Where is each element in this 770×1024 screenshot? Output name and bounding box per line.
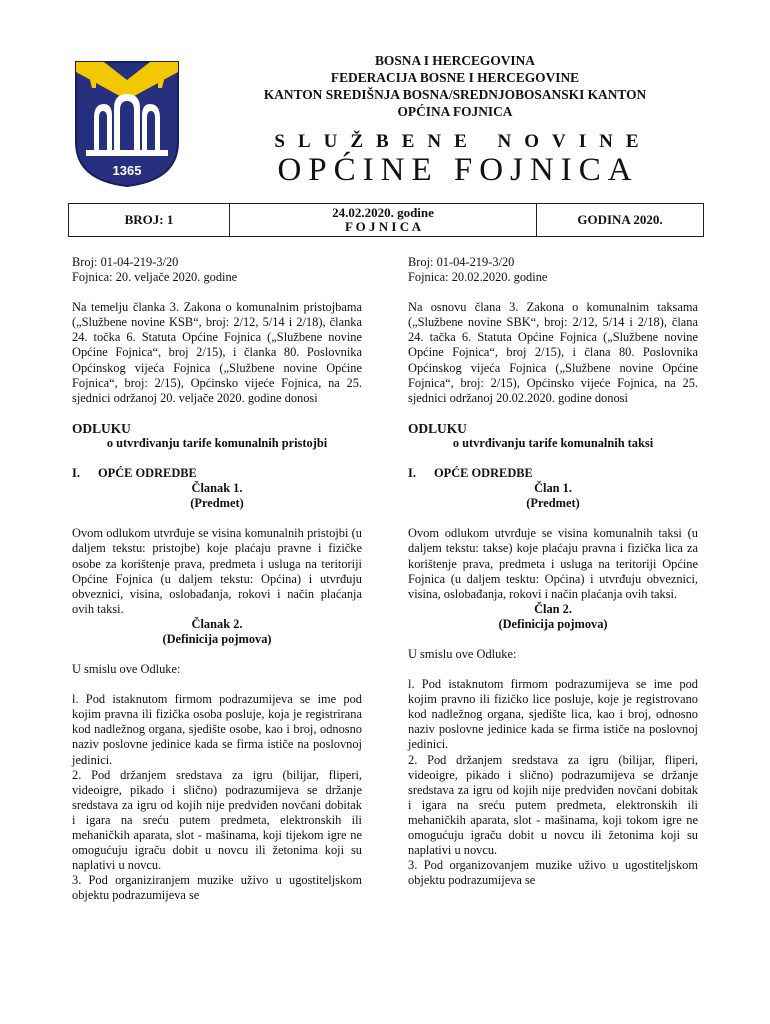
article-1-heading: Članak 1.	[191, 481, 243, 496]
preamble: Na temelju članka 3. Zakona o komunalnim pristojbama („Službene novine KSB“, broj: 2/12, 5/14 i 2/18), članka 24. točka 6. Statuta Općine Fojnica („Službene novine Općine Fojnica“, broj 2/15), i članka 80. Poslovnika Općinskog vijeća Fojnica („Službene novine Općine Fojnica“, broj: 2/15), Općinsko vijeće Fojnica, na 25. sjednici održanoj 20. veljače 2020. godine donosi	[72, 300, 362, 405]
section-title: OPĆE ODREDBE	[98, 466, 197, 481]
municipality-crest-icon	[72, 58, 182, 190]
article-1-subheading: (Predmet)	[526, 496, 580, 511]
gazette-title: OPĆINE FOJNICA	[277, 152, 639, 188]
right-column	[408, 255, 698, 888]
article-1-heading: Član 1.	[534, 481, 572, 496]
left-column	[72, 255, 362, 903]
decision-title: ODLUKU	[408, 420, 467, 436]
header-federation: FEDERACIJA BOSNE I HERCEGOVINE	[330, 70, 580, 85]
article-1-text: Ovom odlukom utvrđuje se visina komunalnih pristojbi (u daljem tekstu: pristojbe) koje plaćaju pravne i fizičke osobe za korištenje prava, predmeta i usluga na teritoriji Općine Fojnica (u daljem tekstu: Općina) i utvrđuju obveznici, visina, oslobađanja, rokovi i način plaćanja ovih taksi.	[72, 526, 362, 616]
issue-year: GODINA 2020.	[537, 204, 704, 237]
section-number: I.	[72, 466, 80, 481]
article-2-heading: Članak 2.	[191, 616, 243, 631]
article-2-intro: U smislu ove Odluke:	[408, 646, 517, 661]
doc-reference-number: Broj: 01-04-219-3/20	[408, 255, 515, 269]
definition-item-3: 3. Pod organizovanjem muzike uživo u ugostiteljskom objektu podrazumijeva se	[408, 858, 698, 888]
section-number: I.	[408, 466, 416, 481]
definition-item-1: l. Pod istaknutom firmom podrazumijeva se ime pod kojim pravna ili fizička osoba posluje, koja je registrirana kod nadležnog organa, sjedište osobe, kao i broj, odnosno naziv poslovne jedinice kada se firma ističe na poslovnoj jedinici.	[72, 692, 362, 767]
header-canton: KANTON SREDIŠNJA BOSNA/SREDNJOBOSANSKI KANTON	[263, 87, 647, 102]
header-municipality: OPĆINA FOJNICA	[397, 104, 513, 119]
definition-item-3: 3. Pod organiziranjem muzike uživo u ugostiteljskom objektu podrazumijeva se	[72, 873, 362, 903]
issue-info-bar	[68, 203, 704, 237]
definition-item-2: 2. Pod držanjem sredstava za igru (bilijar, fliperi, videoigre, pikado i slično) podrazumijeva se držanje sredstava za igru od kojih nije predviđen novčani dobitak i igara na sreću putem predmeta, elektronskih ili mehaničkih aparata, slot - mašinama, koji tokom igre ne omogućuju igraču dobit u novcu ili žetonima koji su naplativi u novcu.	[408, 752, 698, 858]
issue-number: BROJ: 1	[69, 204, 230, 237]
article-1-text: Ovom odlukom utvrđuje se visina komunalnih taksi (u daljem tekstu: takse) koje plaćaju pravna i fizička lica za korištenje prava, predmeta i usluga na teritoriji Općine Fojnica (u daljem tesktu: Općina) i utvrđuju obveznici, visina, oslobađanja, rokovi i način plaćanja ovih taksi.	[408, 526, 698, 601]
doc-reference-number: Broj: 01-04-219-3/20	[72, 255, 179, 269]
section-title: OPĆE ODREDBE	[434, 466, 533, 481]
issue-date: 24.02.2020. godine	[332, 205, 434, 220]
issue-date-place	[230, 204, 537, 237]
article-1-subheading: (Predmet)	[190, 496, 244, 511]
issue-place: F O J N I C A	[344, 219, 422, 234]
doc-reference-date: Fojnica: 20. veljače 2020. godine	[72, 270, 238, 285]
gazette-subtitle: SLUŽBENE NOVINE	[274, 131, 652, 152]
definition-item-1: l. Pod istaknutom firmom podrazumijeva se ime pod kojim pravno ili fizičko lice posluje, koje je registrovano kod nadležnog organa, sjedište lica, kao i broj, odnosno naziv poslovne jedinice kada se firma ističe na poslovnoj jedinici.	[408, 677, 698, 752]
article-2-subheading: (Definicija pojmova)	[498, 616, 608, 631]
decision-title: ODLUKU	[72, 420, 131, 436]
decision-subtitle: o utvrđivanju tarife komunalnih taksi	[452, 435, 654, 450]
definition-item-2: 2. Pod držanjem sredstava za igru (bilijar, fliperi, videoigre, pikado i slično) podrazumijeva se držanje sredstava za igru od kojih nije predviđen novčani dobitak i igara na sreću putem predmeta, elektronskih ili mehaničkih aparata, slot - mašinama, koji tijekom igre ne omogućuju igraču dobit u novcu ili žetonima koji su naplativi u novcu.	[72, 767, 362, 873]
section-heading	[72, 466, 362, 481]
section-heading	[408, 466, 698, 481]
doc-reference-date: Fojnica: 20.02.2020. godine	[408, 270, 548, 285]
decision-subtitle: o utvrđivanju tarife komunalnih pristojbi	[106, 435, 328, 450]
header-country: BOSNA I HERCEGOVINA	[375, 53, 535, 68]
article-2-subheading: (Definicija pojmova)	[162, 631, 272, 646]
article-2-intro: U smislu ove Odluke:	[72, 662, 181, 677]
preamble: Na osnovu člana 3. Zakona o komunalnim taksama („Službene novine SBK“, broj: 2/12, 5/14 i 2/18), člana 24. tačka 6. Statuta Općine Fojnica („Službene novine Općine Fojnica“, broj 2/15), i člana 80. Poslovnika Općinskog vijeća Fojnica („Službene novine Općine Fojnica“, broj: 2/15), Općinsko vijeće Fojnica, na 25. sjednici održanoj 20.02.2020. godine donosi	[408, 300, 698, 405]
article-2-heading: Član 2.	[534, 601, 572, 616]
issuer-header	[220, 52, 690, 120]
crest-year: 1365	[112, 163, 142, 178]
